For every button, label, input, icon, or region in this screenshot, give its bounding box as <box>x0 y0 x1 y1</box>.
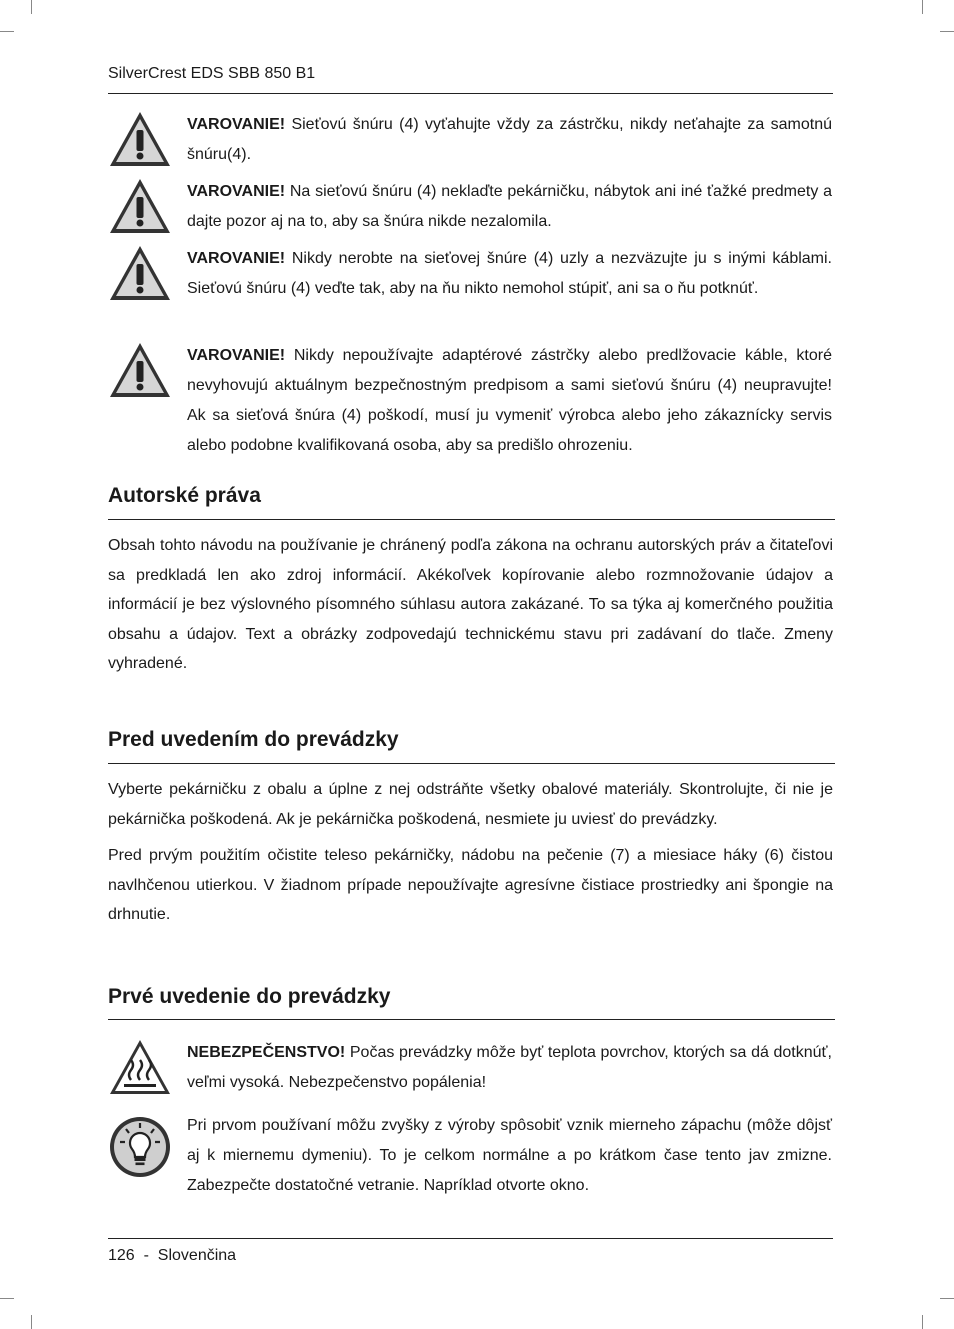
danger-text <box>187 1038 832 1098</box>
warning-body: Nikdy nepoužívajte adaptérové zástrčky alebo predlžovacie káble, ktoré nevyhovujú aktuálnym bezpečnostným predpisom a sami sieťovú šnúru (4) neupravujte! Ak sa sieťová šnúra (4) poškodí, musí ju vymeniť výrobca alebo jeho zákaznícky servis alebo podobne kvalifikovaná osoba, aby sa predišlo ohrozeniu. <box>187 347 832 454</box>
body-paragraph: Vyberte pekárničku z obalu a úplne z nej odstráňte všetky obalové materiály. Skontrolujte, či nie je pekárnička poškodená. Ak je pekárnička poškodená, nesmiete ju uviesť do prevádzky. <box>108 781 833 828</box>
warning-label: VAROVANIE! <box>187 183 286 200</box>
danger-note <box>108 1038 833 1098</box>
warning-triangle-icon <box>108 341 172 401</box>
crop-mark <box>31 0 32 14</box>
crop-mark <box>0 31 14 32</box>
warning-text <box>187 244 832 304</box>
section-title: Prvé uvedenie do prevádzky <box>108 985 391 1008</box>
warning-note <box>108 341 833 461</box>
crop-mark <box>922 0 923 14</box>
crop-mark <box>922 1315 923 1329</box>
danger-label: NEBEZPEČENSTVO! <box>187 1044 346 1061</box>
warning-note <box>108 244 833 334</box>
body-paragraph: Pred prvým použitím očistite teleso pekárničky, nádobu na pečenie (7) a miesiace háky (6) čistou navlhčenou utierkou. V žiadnom prípade nepoužívajte agresívne čistiace prostriedky ani špongie na drhnutie. <box>108 847 833 923</box>
warning-text <box>187 341 832 461</box>
page-header <box>108 62 833 94</box>
warning-label: VAROVANIE! <box>187 116 286 133</box>
crop-mark <box>31 1315 32 1329</box>
warning-body: Nikdy nerobte na sieťovej šnúre (4) uzly a nezväzujte ju s inými káblami. Sieťovú šnúru (4) veďte tak, aby na ňu nikto nemohol stúpiť, ani sa o ňu potknúť. <box>187 250 832 297</box>
section-title: Autorské práva <box>108 484 261 507</box>
warning-label: VAROVANIE! <box>187 347 286 364</box>
hot-surface-icon <box>108 1038 172 1098</box>
lightbulb-icon <box>108 1115 172 1179</box>
warning-body: Na sieťovú šnúru (4) neklaďte pekárničku, nábytok ani iné ťažké predmety a dajte pozor aj na to, aby sa šnúra nikde nezalomila. <box>187 183 832 230</box>
section-heading <box>108 481 835 520</box>
section-heading <box>108 725 835 764</box>
tip-text: Pri prvom používaní môžu zvyšky z výroby spôsobiť vznik mierneho zápachu (môže dôjsť aj k miernemu dymeniu). To je celkom normálne a po krátkom čase tento jav zmizne. Zabezpečte dostatočné vetranie. Napríklad otvorte okno. <box>187 1117 832 1194</box>
warning-text <box>187 110 832 170</box>
section-heading <box>108 982 835 1020</box>
tip-note <box>108 1111 833 1201</box>
warning-text <box>187 177 832 237</box>
crop-mark <box>0 1298 14 1299</box>
warning-body: Sieťovú šnúru (4) vyťahujte vždy za zástrčku, nikdy neťahajte za samotnú šnúru(4). <box>187 116 832 163</box>
warning-note <box>108 110 833 170</box>
warning-triangle-icon <box>108 110 172 170</box>
document-title: SilverCrest EDS SBB 850 B1 <box>108 65 316 82</box>
section-title: Pred uvedením do prevádzky <box>108 728 399 751</box>
warning-label: VAROVANIE! <box>187 250 286 267</box>
page-footer <box>108 1238 833 1268</box>
danger-body: Počas prevádzky môže byť teplota povrchov, ktorých sa dá dotknúť, veľmi vysoká. Nebezpečenstvo popálenia! <box>187 1044 832 1091</box>
crop-mark <box>940 31 954 32</box>
warning-note <box>108 177 833 237</box>
warning-triangle-icon <box>108 244 172 304</box>
page-number: 126 - Slovenčina <box>108 1247 237 1264</box>
warning-triangle-icon <box>108 177 172 237</box>
crop-mark <box>940 1298 954 1299</box>
copyright-paragraph: Obsah tohto návodu na používanie je chránený podľa zákona na ochranu autorských práv a čitateľovi sa predkladá len ako zdroj informácií. Akékoľvek kopírovanie alebo rozmnožovanie údajov a informácií je bez výslovného písomného súhlasu autora zakázané. To sa týka aj komerčného použitia obsahu a údajov. Text a obrázky zodpovedajú technickému stavu pri zadávaní do tlače. Zmeny vyhradené. <box>108 537 833 672</box>
